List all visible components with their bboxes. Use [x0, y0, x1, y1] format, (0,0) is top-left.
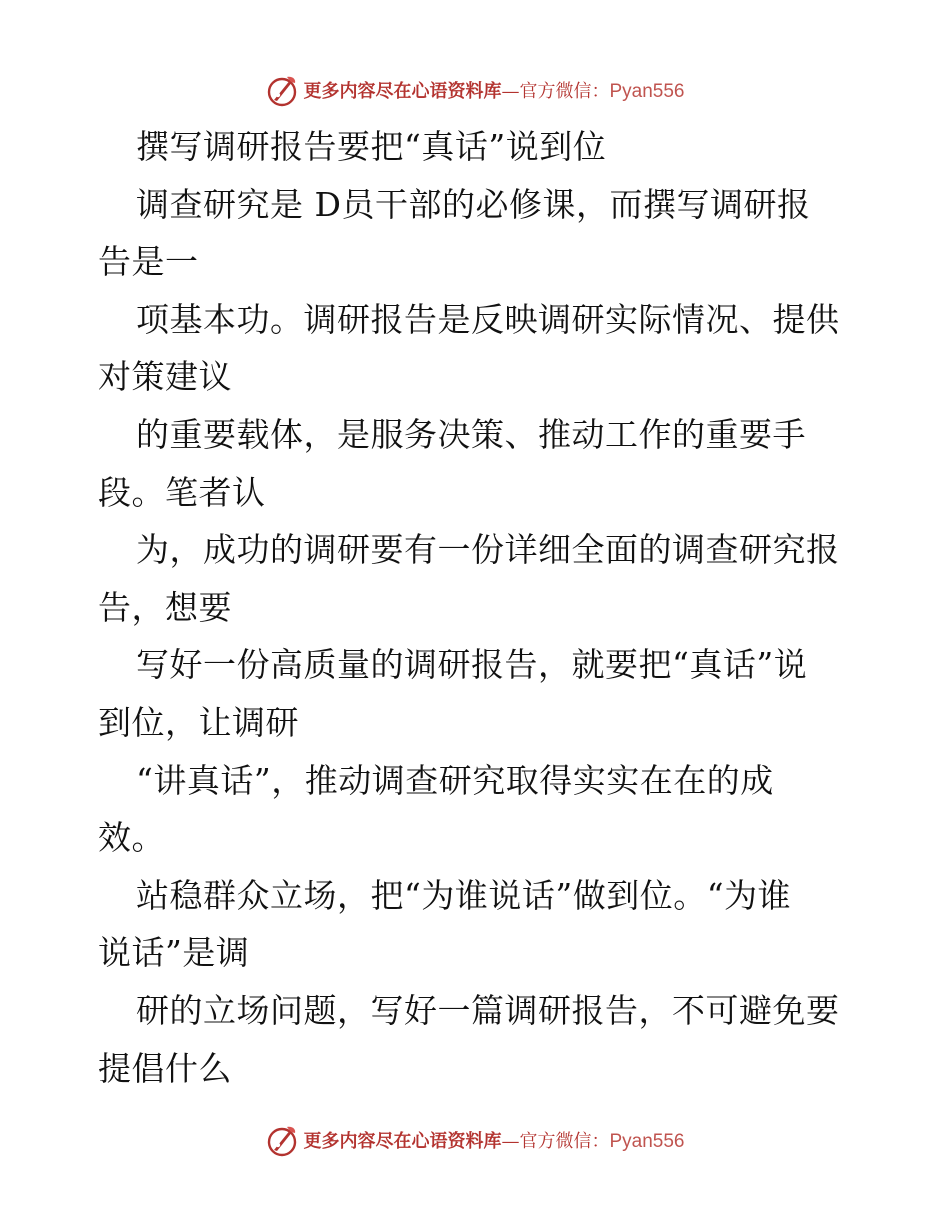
paragraph-line: 说话”是调: [98, 933, 250, 973]
header-watermark-text: [303, 77, 684, 103]
paragraph-line: 站稳群众立场，把“为谁说话”做到位。“为谁: [136, 875, 792, 915]
footer-brand-id: Pyan556: [609, 1131, 685, 1152]
footer-brand-separator: —: [501, 1131, 520, 1152]
page-header: [0, 70, 950, 110]
paragraph-line: 写好一份高质量的调研报告，就要把“真话”说: [136, 645, 808, 685]
header-brand-separator: —: [501, 81, 520, 102]
footer-brand-label: 官方微信：: [519, 1131, 610, 1152]
header-brand-label: 官方微信：: [519, 81, 610, 102]
paragraph-line: 为，成功的调研要有一份详细全面的调查研究报: [136, 530, 840, 570]
paragraph-line: 研的立场问题，写好一篇调研报告，不可避免要: [136, 990, 840, 1030]
paragraph-line: 效。: [98, 818, 165, 858]
document-body: [98, 118, 878, 1097]
quill-logo-icon: [265, 1123, 299, 1157]
paragraph-line: 的重要载体，是服务决策、推动工作的重要手: [136, 414, 806, 454]
page-footer: [0, 1120, 950, 1160]
paragraph-line: 项基本功。调研报告是反映调研实际情况、提供: [136, 299, 840, 339]
paragraph-line: 段。笔者认: [98, 472, 266, 512]
paragraph-line: 提倡什么: [98, 1048, 232, 1088]
footer-watermark-text: [303, 1127, 684, 1153]
paragraph-line: 告是一: [98, 242, 199, 282]
paragraph-line: 调查研究是 D员干部的必修课，而撰写调研报: [136, 184, 811, 224]
paragraph-line: 到位，让调研: [98, 702, 299, 742]
paragraph-line: 告，想要: [98, 587, 232, 627]
quill-logo-icon: [265, 73, 299, 107]
footer-watermark: [265, 1123, 684, 1157]
paragraph-line: 对策建议: [98, 357, 232, 397]
header-watermark: [265, 73, 684, 107]
header-brand-main: 更多内容尽在心语资料库: [303, 81, 502, 102]
header-brand-id: Pyan556: [609, 81, 685, 102]
document-title: 撰写调研报告要把“真话”说到位: [136, 127, 607, 166]
paragraph-line: “讲真话”，推动调查研究取得实实在在的成: [136, 760, 774, 800]
footer-brand-main: 更多内容尽在心语资料库: [303, 1131, 502, 1152]
